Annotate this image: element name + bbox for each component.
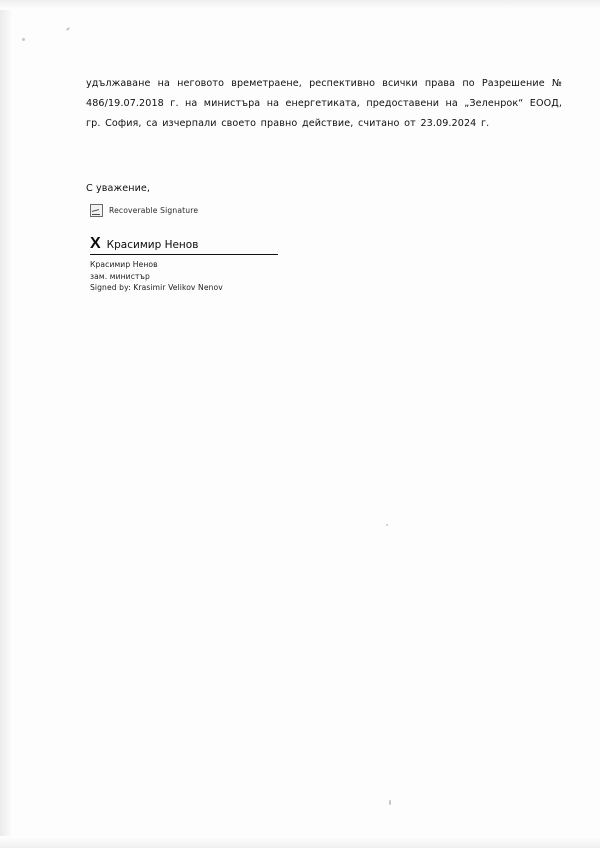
scan-speck <box>386 524 388 526</box>
closing-line: С уважение, <box>86 183 151 194</box>
signer-title: зам. министър <box>90 271 150 281</box>
scan-edge-bottom <box>0 836 600 848</box>
recoverable-signature-label: Recoverable Signature <box>109 205 199 215</box>
signature-x-mark: X <box>90 235 101 252</box>
signature-line <box>90 236 278 255</box>
scan-edge-top <box>0 0 600 10</box>
body-paragraph: удължаване на неговото времетраене, респективно всички права по Разрешение № 486/19.07.2018 г. на министъра на енергетиката, предоставени на „Зеленрок“ ЕООД, гр. София, са изчерпали своето правно действие, считано от 23.09.2024 г. <box>86 77 562 129</box>
signed-by-line: Signed by: Krasimir Velikov Nenov <box>90 283 223 292</box>
scan-speck <box>66 27 70 31</box>
scan-speck <box>389 800 391 805</box>
signature-block <box>90 203 370 294</box>
document-body <box>86 64 562 143</box>
signature-image-icon <box>90 204 103 217</box>
signer-name: Красимир Ненов <box>90 260 158 269</box>
recoverable-signature-row <box>90 203 370 217</box>
scan-speck <box>22 38 25 41</box>
signature-inline-name: Красимир Ненов <box>106 239 199 251</box>
scan-edge-left <box>0 0 14 848</box>
